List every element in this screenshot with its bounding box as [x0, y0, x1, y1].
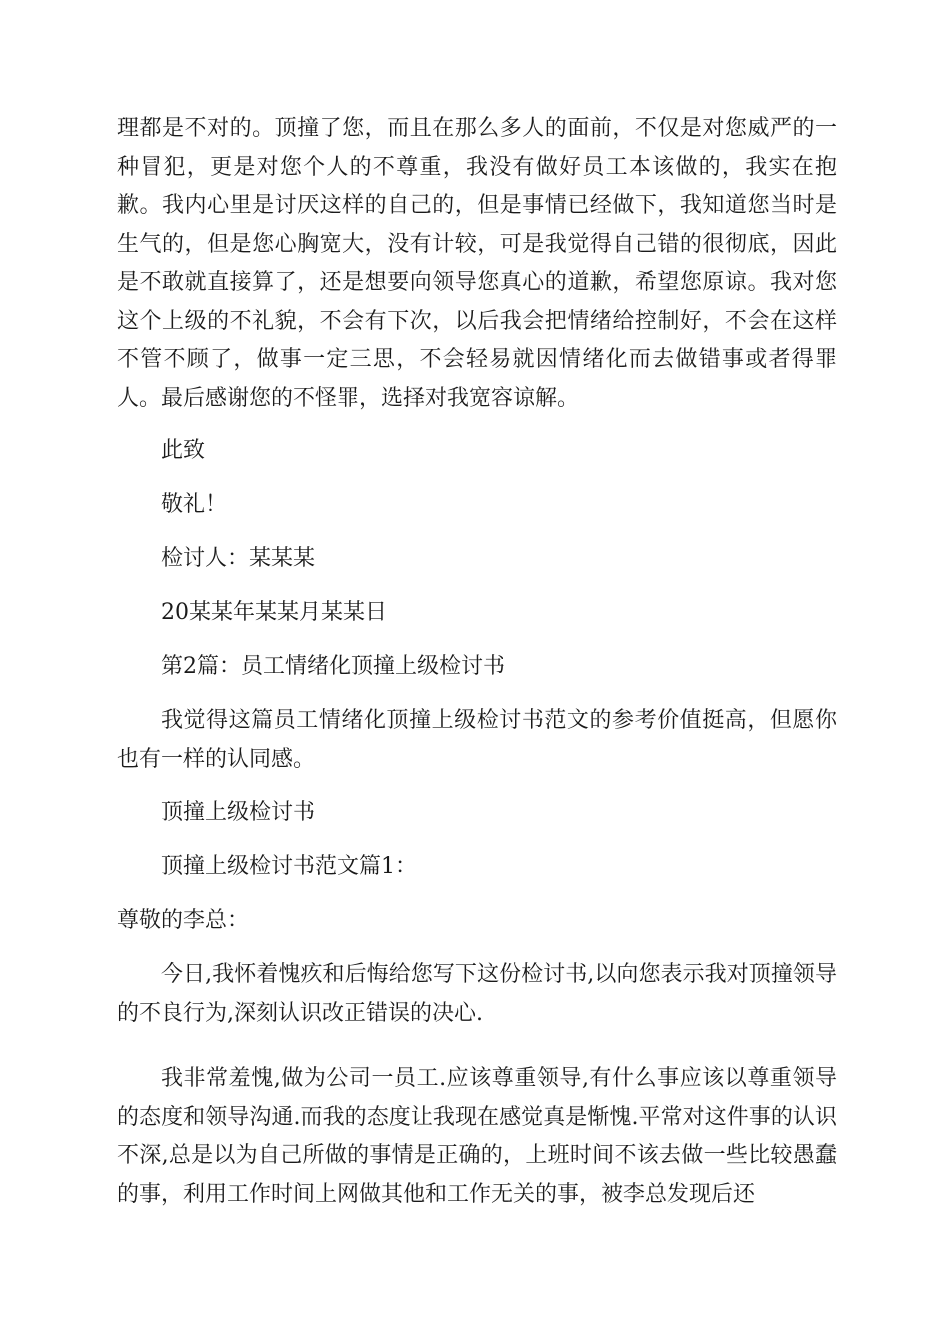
closing-line-1: 此致 — [161, 438, 206, 463]
continuation-paragraph: 理都是不对的。顶撞了您，而且在那么多人的面前，不仅是对您威严的一种冒犯，更是对您个人的不尊重，我没有做好员工本该做的，我实在抱歉。我内心里是讨厌这样的自己的，但是事情已经做下，我知道您当时是生气的，但是您心胸宽大，没有计较，可是我觉得自己错的很彻底，因此是不敢就直接算了，还是想要向领导您真心的道歉，希望您原谅。我对您这个上级的不礼貌，不会有下次，以后我会把情绪给控制好，不会在这样不管不顾了，做事一定三思，不会轻易就因情绪化而去做错事或者得罪人。最后感谢您的不怪罪，选择对我宽容谅解。 — [117, 116, 837, 411]
letter-subheading: 顶撞上级检讨书范文篇1： — [161, 854, 417, 879]
signer-line: 检讨人：某某某 — [161, 546, 316, 571]
shame-paragraph: 我非常羞愧,做为公司一员工.应该尊重领导,有什么事应该以尊重领导的态度和领导沟通.而我的态度让我现在感觉真是惭愧.平常对这件事的认识不深,总是以为自己所做的事情是正确的，上班时间不该去做一些比较愚蠢的事，利用工作时间上网做其他和工作无关的事，被李总发现后还 — [117, 1066, 837, 1207]
intro-paragraph: 我觉得这篇员工情绪化顶撞上级检讨书范文的参考价值挺高，但愿你也有一样的认同感。 — [117, 708, 837, 772]
apology-paragraph: 今日,我怀着愧疚和后悔给您写下这份检讨书,以向您表示我对顶撞领导的不良行为,深刻认识改正错误的决心. — [117, 962, 837, 1026]
letter-heading: 顶撞上级检讨书 — [161, 800, 316, 825]
date-line: 20某某年某某月某某日 — [161, 600, 387, 625]
section-title: 第2篇：员工情绪化顶撞上级检讨书 — [161, 654, 505, 679]
salutation: 尊敬的李总： — [117, 908, 250, 933]
closing-line-2: 敬礼！ — [161, 492, 228, 517]
